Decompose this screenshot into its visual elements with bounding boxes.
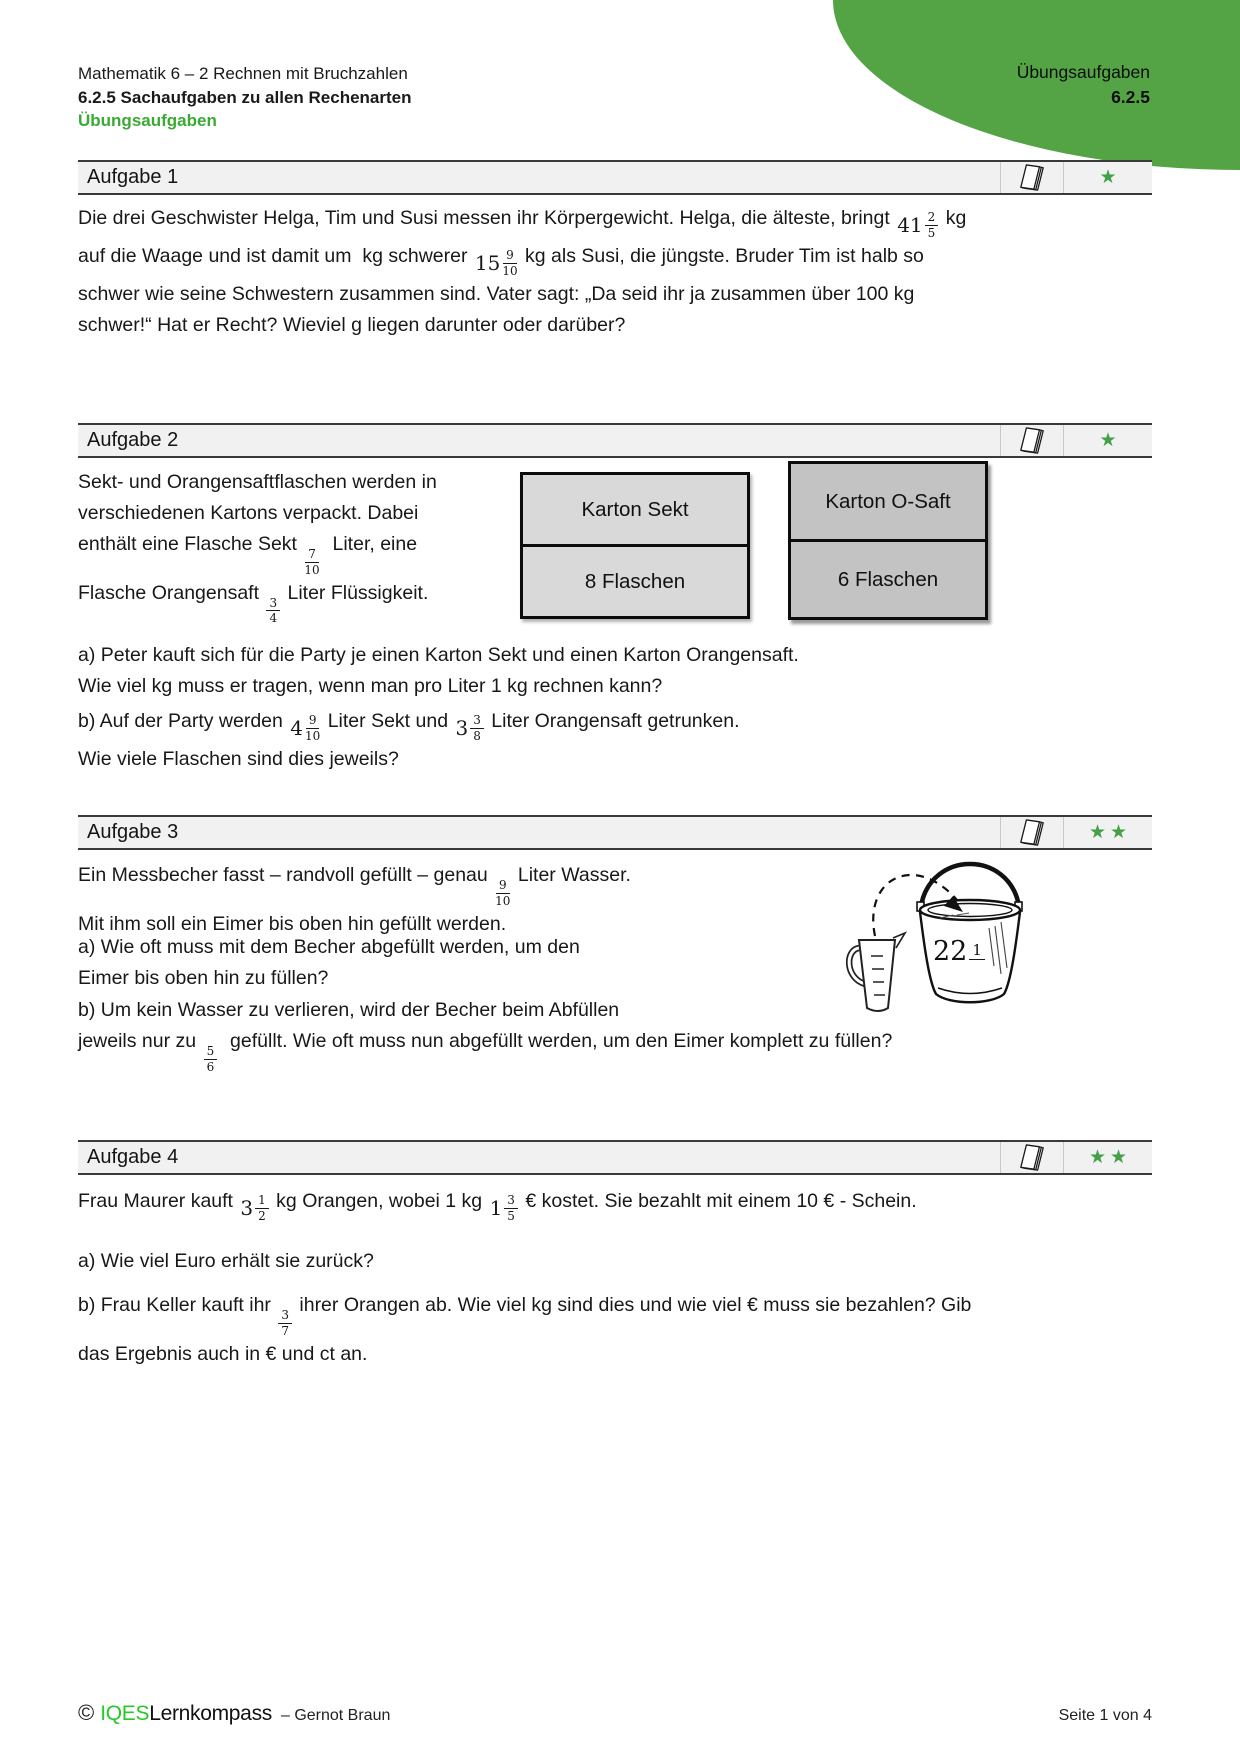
carton-title: Karton O-Saft: [791, 464, 985, 542]
carton-osaft-box: [788, 461, 988, 620]
fraction: 41 $\frac{2}{5}$: [897, 210, 938, 241]
task-bar: [78, 160, 1152, 195]
task-section-3: [78, 815, 1152, 1074]
difficulty-stars: ★: [1063, 425, 1152, 456]
task-section-1: [78, 160, 1152, 336]
task-title: Aufgabe 4: [87, 1146, 179, 1168]
task-bar: [78, 423, 1152, 458]
fraction: 3 $\frac{3}{8}$: [455, 713, 483, 744]
fraction: 4 $\frac{9}{10}$: [290, 712, 321, 743]
task-part-a: a) Wie viel Euro erhält sie zurück?: [78, 1250, 374, 1272]
header-course: Mathematik 6 – 2 Rechnen mit Bruchzahlen: [78, 64, 408, 83]
fraction: 1 $\frac{3}{5}$: [490, 1193, 518, 1224]
brand-name-green: IQES: [100, 1702, 150, 1725]
fraction: 15 $\frac{9}{10}$: [474, 247, 518, 278]
page-number: Seite 1 von 4: [1058, 1707, 1152, 1724]
task-title: Aufgabe 3: [87, 821, 179, 843]
task-section-4: [78, 1140, 1152, 1365]
corner-badge-text: [1017, 60, 1150, 110]
task-title: Aufgabe 1: [87, 166, 179, 188]
difficulty-stars: ★★: [1063, 817, 1152, 848]
difficulty-stars: ★★: [1063, 1142, 1152, 1173]
task-bar: [78, 815, 1152, 850]
difficulty-stars: ★: [1063, 162, 1152, 193]
notebook-icon: [1000, 162, 1063, 193]
notebook-icon: [1000, 425, 1063, 456]
header-section: 6.2.5 Sachaufgaben zu allen Rechenarten: [78, 87, 412, 107]
task-intro: Sekt- und Orangensaftflaschen werden in verschiedenen Kartons verpackt. Dabei enthält eine Flasche Sekt $\frac{7}{10}$ Liter, eine Flasche Orangensaft $\frac{3}{4}$ Liter Flüssigkeit.: [78, 471, 437, 626]
fraction: 3 $\frac{1}{2}$: [240, 1193, 268, 1224]
task-part-b: b) Um kein Wasser zu verlieren, wird der Becher beim Abfüllen jeweils nur zu $\frac{5}{6}$ gefüllt. Wie oft muss nun abgefüllt werden, um den Eimer komplett zu füllen?: [78, 999, 893, 1074]
carton-amount: 8 Flaschen: [584, 569, 686, 593]
page-footer: [78, 1700, 1152, 1726]
task-part-b: b) Frau Keller kauft ihr $\frac{3}{7}$ ihrer Orangen ab. Wie viel kg sind dies und wie viel € muss sie bezahlen? Gib das Ergebnis auch in € und ct an.: [78, 1294, 972, 1365]
task-part-a: a) Wie oft muss mit dem Becher abgefüllt werden, um den Eimer bis oben hin zu füllen?: [78, 936, 580, 989]
copyright-icon: ©: [78, 1700, 95, 1725]
corner-badge-code: 6.2.5: [1111, 87, 1150, 107]
fraction: $\frac{5}{6}$: [204, 1045, 218, 1075]
fraction: $\frac{7}{10}$: [304, 547, 320, 577]
task-part-b: b) Auf der Party werden 4 $\frac{9}{10}$ Liter Sekt und 3 $\frac{3}{8}$ Liter Orangensaft getrunken. Wie viele Flaschen sind dies jeweils?: [78, 710, 740, 770]
footer-author: – Gernot Braun: [280, 1707, 391, 1724]
task-bar: [78, 1140, 1152, 1175]
task-title: Aufgabe 2: [87, 429, 179, 451]
brand-logo: [78, 1700, 390, 1726]
task-body: Die drei Geschwister Helga, Tim und Susi messen ihr Körpergewicht. Helga, die älteste, bringt 41 $\frac{2}{5}$ kg auf die Waage und ist damit um kg schwerer 15 $\frac{9}{10}$ kg als Susi, die jüngste. Bruder Tim ist halb so schwer wie seine Schwestern zusammen sind. Vater sagt: „Da seid ihr ja zusammen über 100 kg schwer!“ Hat er Recht? Wieviel g liegen darunter oder darüber?: [78, 207, 967, 336]
header-subtitle: Übungsaufgaben: [78, 111, 217, 130]
fraction: $\frac{9}{10}$: [495, 878, 511, 908]
carton-sekt-box: [520, 472, 750, 619]
notebook-icon: [1000, 817, 1063, 848]
task-part-a: a) Peter kauft sich für die Party je einen Karton Sekt und einen Karton Orangensaft. Wie viel kg muss er tragen, wenn man pro Liter 1 kg rechnen kann?: [78, 644, 799, 697]
task-intro: Ein Messbecher fasst – randvoll gefüllt – genau $\frac{9}{10}$ Liter Wasser. Mit ihm soll ein Eimer bis oben hin gefüllt werden.: [78, 864, 631, 935]
carton-title: Karton Sekt: [523, 475, 747, 547]
page-header: [78, 62, 412, 133]
bucket-capacity-label: [931, 936, 987, 967]
task-intro: Frau Maurer kauft 3 $\frac{1}{2}$ kg Orangen, wobei 1 kg 1 $\frac{3}{5}$ € kostet. Sie bezahlt mit einem 10 € - Schein.: [78, 1190, 917, 1223]
fraction: 22 1: [933, 936, 985, 967]
task-section-2: [78, 423, 1152, 770]
carton-amount: 6 Flaschen: [837, 567, 939, 591]
notebook-icon: [1000, 1142, 1063, 1173]
bucket-illustration: [845, 848, 1045, 1020]
fraction: $\frac{3}{4}$: [266, 597, 280, 627]
fraction: $\frac{3}{7}$: [278, 1309, 292, 1339]
brand-name-black: Lernkompass: [149, 1702, 272, 1725]
bucket-icon: [917, 864, 1022, 1002]
measuring-cup-icon: [849, 933, 905, 1011]
corner-badge-label: Übungsaufgaben: [1016, 62, 1150, 82]
